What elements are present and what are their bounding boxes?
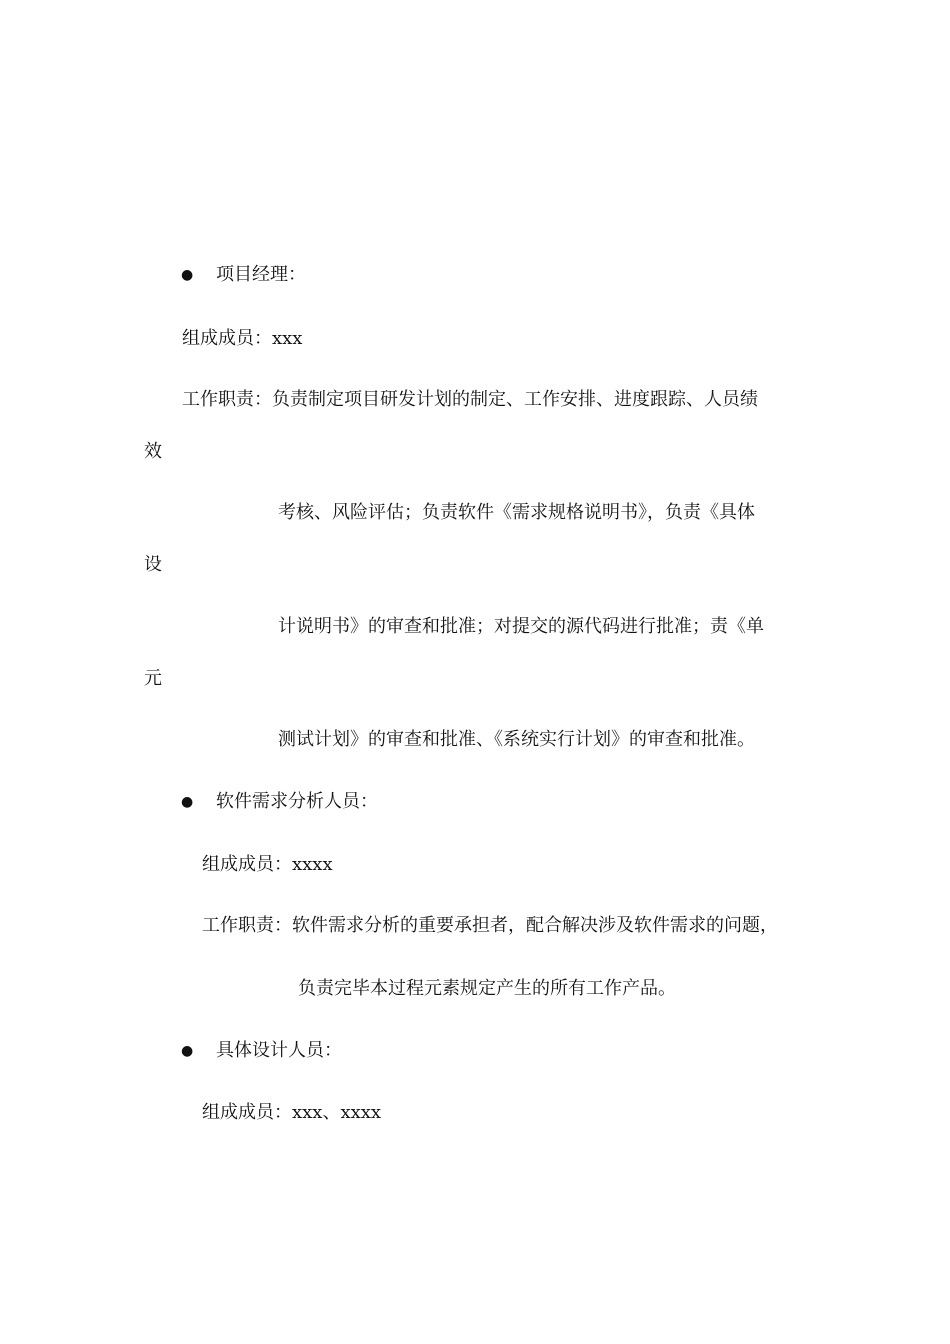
bullet-icon: ● [181, 267, 194, 283]
bullet-icon: ● [181, 794, 194, 810]
duty-line: 测试计划》的审查和批准、《系统实行计划》的审查和批准。 [278, 729, 755, 750]
bullet-icon: ● [181, 1043, 194, 1059]
duty-line: 考核、风险评估；负责软件《需求规格说明书》，负责《具体 [278, 502, 755, 523]
duty-line: 工作职责：负责制定项目研发计划的制定、工作安排、进度跟踪、人员绩 [182, 389, 758, 410]
duty-line: 工作职责：软件需求分析的重要承担者，配合解决涉及软件需求的问题， [202, 915, 778, 936]
members-line-project-manager: 组成成员：xxx [182, 328, 303, 349]
duty-line-wrap: 设 [144, 554, 162, 575]
members-line-requirements-analyst: 组成成员：xxxx [202, 854, 333, 875]
section-heading-requirements-analyst: 软件需求分析人员： [216, 791, 378, 812]
duty-line-wrap: 效 [144, 441, 162, 462]
members-line-detailed-designer: 组成成员：xxx、xxxx [202, 1102, 382, 1123]
duty-line: 负责完毕本过程元素规定产生的所有工作产品。 [298, 978, 676, 999]
section-heading-project-manager: 项目经理： [216, 264, 306, 285]
duty-line-wrap: 元 [144, 668, 162, 689]
duty-line: 计说明书》的审查和批准；对提交的源代码进行批准；责《单 [278, 616, 764, 637]
section-heading-detailed-designer: 具体设计人员： [216, 1040, 342, 1061]
